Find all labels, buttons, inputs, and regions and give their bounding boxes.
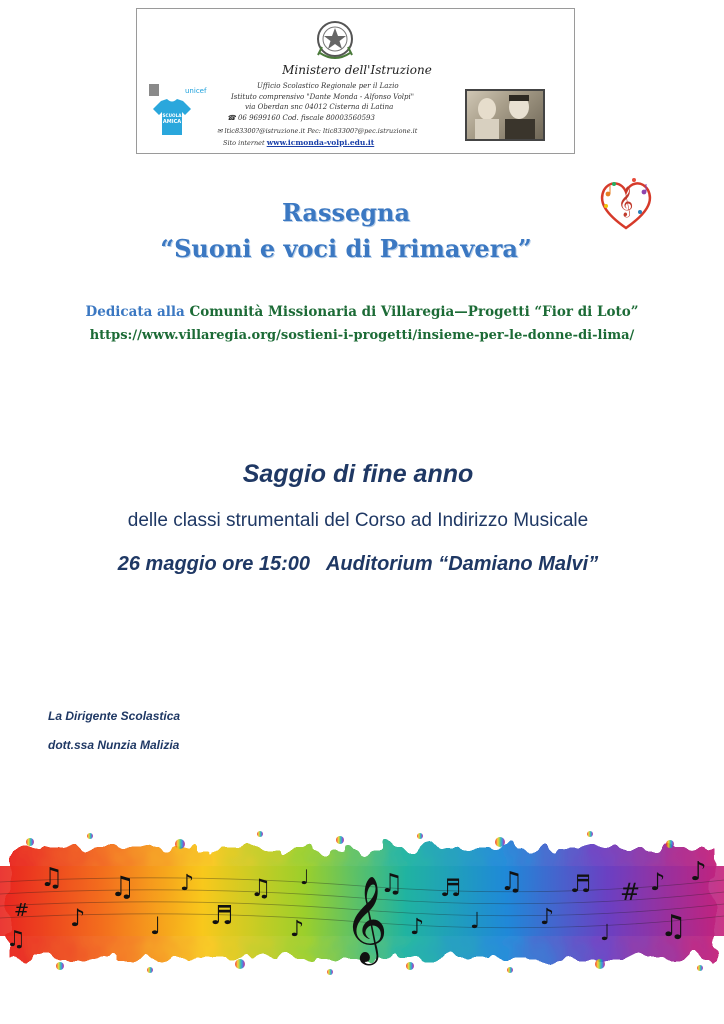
svg-text:♪: ♪	[70, 904, 86, 932]
school-info-line: via Oberdan snc 04012 Cisterna di Latina	[245, 103, 394, 111]
rainbow-music-banner	[0, 826, 724, 976]
project-url-link[interactable]: https://www.villaregia.org/sostieni-i-progetti/insieme-per-le-donne-di-lima/	[89, 328, 635, 343]
school-info	[225, 81, 485, 123]
ministry-name: Ministero dell'Istruzione	[282, 63, 432, 77]
signature-role: La Dirigente Scolastica	[48, 709, 181, 723]
letterhead	[136, 8, 575, 154]
svg-text:#: #	[620, 878, 641, 906]
founders-photo	[465, 89, 545, 141]
svg-text:♫: ♫	[6, 927, 26, 952]
treble-clef-icon: 𝄞	[344, 876, 388, 962]
svg-text:♫: ♫	[250, 874, 272, 902]
svg-text:♫: ♫	[660, 909, 687, 944]
event-date-place: 26 maggio ore 15:00 Auditorium “Damiano Malvi”	[117, 553, 599, 575]
dedication-prefix: Dedicata alla	[85, 304, 185, 320]
school-info-line: Ufficio Scolastico Regionale per il Lazio	[257, 82, 399, 90]
mail-icon: ✉	[217, 127, 223, 135]
svg-text:♪: ♪	[410, 915, 425, 940]
tshirt-icon	[151, 97, 193, 137]
svg-text:♫: ♫	[380, 869, 404, 899]
svg-text:♬: ♬	[440, 874, 462, 902]
school-website-link[interactable]: www.icmonda-volpi.edu.it	[266, 138, 375, 147]
svg-text:♩: ♩	[600, 921, 611, 946]
svg-text:#: #	[14, 900, 30, 921]
event-series-title: “Suoni e voci di Primavera”	[160, 234, 532, 263]
svg-text:♬: ♬	[570, 870, 592, 898]
svg-text:♪: ♪	[180, 871, 195, 896]
phone-fiscal-code: 06 9699160 Cod. fiscale 80003560593	[237, 113, 375, 122]
signature-name: dott.ssa Nunzia Malizia	[48, 738, 180, 752]
email-addresses: ltic83300?@istruzione.it Pec: ltic83300?@pec.istruzione.it	[224, 127, 418, 135]
svg-text:♩: ♩	[470, 909, 481, 934]
svg-text:♩: ♩	[300, 865, 310, 889]
svg-text:♪: ♪	[540, 905, 555, 930]
svg-text:AMICA: AMICA	[162, 119, 182, 125]
event-subtitle: delle classi strumentali del Corso ad Indirizzo Musicale	[127, 510, 589, 531]
dedication	[0, 304, 724, 320]
svg-text:♪: ♪	[690, 857, 707, 887]
svg-text:♩: ♩	[150, 912, 162, 940]
svg-text:♪: ♪	[290, 917, 305, 942]
dedication-text: Comunità Missionaria di Villaregia—Progetti “Fior di Loto”	[189, 304, 639, 320]
site-label: Sito internet	[223, 139, 265, 147]
svg-text:♫: ♫	[110, 870, 136, 903]
svg-text:♪: ♪	[650, 868, 666, 896]
unicef-text: unicef	[185, 87, 207, 95]
svg-text:♬: ♬	[210, 901, 234, 931]
page-title: Rassegna	[281, 198, 411, 227]
school-info-line	[225, 113, 485, 124]
phone-icon: ☎	[227, 113, 236, 122]
event-title: Saggio di fine anno	[242, 460, 474, 488]
italian-republic-emblem-icon	[312, 17, 358, 63]
svg-text:SCUOLA: SCUOLA	[162, 113, 182, 118]
svg-text:𝄞: 𝄞	[618, 187, 634, 217]
svg-text:♫: ♫	[500, 867, 524, 897]
svg-text:♫: ♫	[40, 863, 64, 893]
school-info-line: Istituto comprensivo "Dante Monda - Alfonso Volpi"	[231, 92, 414, 101]
